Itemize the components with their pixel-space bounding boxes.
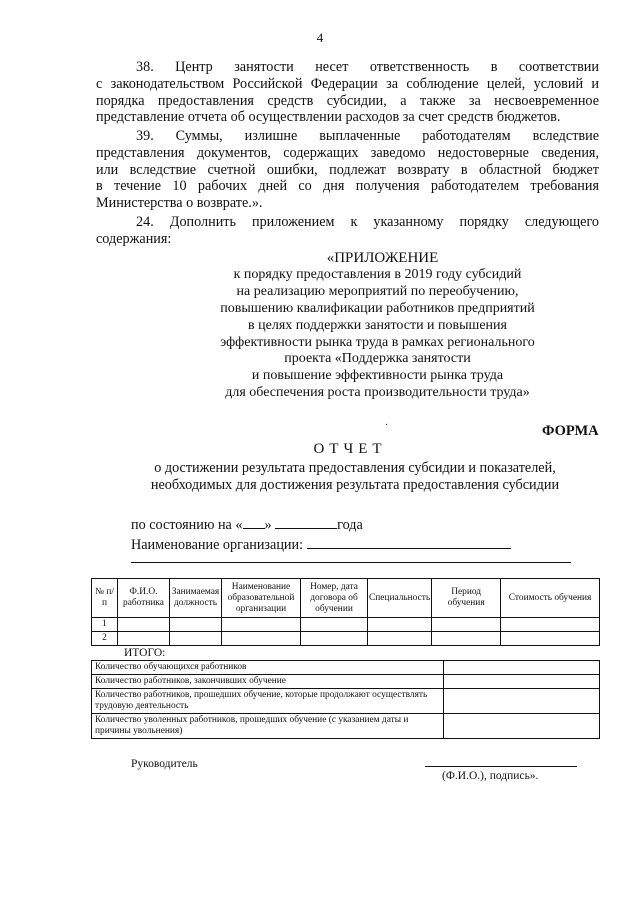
table-cell[interactable]: [432, 632, 501, 646]
paragraph-24: [96, 214, 599, 248]
col-edu-org: Наименование образовательной организации: [222, 579, 301, 618]
org-label: Наименование организации:: [131, 537, 304, 553]
page-number: 4: [316, 30, 324, 45]
col-number: № п/п: [92, 579, 118, 618]
col-contract: Номер, дата договора об обучении: [301, 579, 368, 618]
text-line: с законодательством Российской Федерации за соблюдение целей, условий и: [96, 75, 599, 92]
table-cell[interactable]: [222, 618, 301, 632]
date-mid: »: [264, 517, 272, 533]
table-cell[interactable]: [118, 618, 170, 632]
appendix-line: и повышение эффективности рынка труда: [251, 368, 504, 384]
org-name-field[interactable]: [307, 535, 511, 549]
appendix-line: эффективности рынка труда в рамках регионального: [220, 334, 535, 350]
summary-row: [92, 675, 600, 689]
report-subtitle: [0, 460, 640, 494]
status-block: [131, 515, 511, 555]
col-specialty: Специальность: [368, 579, 432, 618]
summary-row: [92, 714, 600, 739]
summary-table: [91, 660, 600, 739]
summary-label: Количество работников, прошедших обучение, которые продолжают осуществлять трудовую деятельность: [92, 689, 444, 714]
table-cell[interactable]: [501, 618, 600, 632]
table-cell[interactable]: [368, 632, 432, 646]
col-period: Период обучения: [432, 579, 501, 618]
row-number: 1: [92, 618, 118, 632]
summary-label: Количество уволенных работников, прошедших обучение (с указанием даты и причины увольнения): [92, 714, 444, 739]
month-field[interactable]: [275, 515, 337, 529]
appendix-line: на реализацию мероприятий по переобучению,: [236, 283, 519, 299]
table-cell[interactable]: [118, 632, 170, 646]
appendix-line: для обеспечения роста производительности труда»: [225, 385, 530, 401]
col-cost: Стоимость обучения: [501, 579, 600, 618]
text-line: в течение 10 рабочих дней со дня получения работодателем требования: [96, 178, 599, 195]
appendix-heading: [96, 250, 640, 402]
paragraph-38: [96, 59, 599, 126]
appendix-line: в целях поддержки занятости и повышения: [248, 317, 507, 333]
org-continuation-line: [131, 562, 571, 563]
report-subtitle-line: необходимых для достижения результата предоставления субсидии: [150, 477, 560, 493]
date-line: [131, 515, 511, 535]
director-label: Руководитель: [131, 758, 198, 770]
summary-value[interactable]: [444, 675, 600, 689]
text-line: содержания:: [96, 230, 172, 247]
paragraph-39: [96, 128, 599, 212]
signature-caption: (Ф.И.О.), подпись».: [442, 770, 539, 782]
report-title: ОТЧЕТ: [313, 441, 387, 457]
date-suffix: года: [337, 517, 363, 533]
text-line: 24. Дополнить приложением к указанному порядку следующего: [136, 214, 599, 230]
org-line: [131, 535, 511, 555]
table-cell[interactable]: [170, 618, 222, 632]
table-cell[interactable]: [301, 618, 368, 632]
summary-label: Количество работников, закончивших обучение: [92, 675, 444, 689]
summary-row: [92, 689, 600, 714]
text-line: представление отчета об осуществлении расходов за счет средств бюджетов.: [96, 109, 561, 126]
table-row: [92, 632, 600, 646]
report-subtitle-line: о достижении результата предоставления субсидии и показателей,: [154, 460, 556, 476]
col-fio: Ф.И.О. работника: [118, 579, 170, 618]
table-row: [92, 618, 600, 632]
day-field[interactable]: [243, 515, 265, 529]
table-cell[interactable]: [432, 618, 501, 632]
text-line: порядка предоставления средств субсидии, а также за несвоевременное: [96, 92, 599, 109]
text-line: 39. Суммы, излишне выплаченные работодателям вследствие: [136, 128, 599, 144]
signature-line[interactable]: [425, 766, 577, 767]
table-cell[interactable]: [501, 632, 600, 646]
summary-value[interactable]: [444, 661, 600, 675]
forma-label: ФОРМА: [542, 423, 599, 439]
itogo-label: ИТОГО:: [124, 647, 166, 659]
table-header-row: [92, 579, 600, 618]
col-position: Занимаемая должность: [170, 579, 222, 618]
text-line: 38. Центр занятости несет ответственность в соответствии: [136, 59, 599, 75]
row-number: 2: [92, 632, 118, 646]
text-line: представления документов, содержащих заведомо недостоверные сведения,: [96, 144, 599, 161]
text-line: или вследствие счетной ошибки, подлежат возврату в областной бюджет: [96, 161, 599, 178]
table-cell[interactable]: [170, 632, 222, 646]
appendix-line: повышению квалификации работников предприятий: [220, 300, 535, 316]
date-prefix: по состоянию на «: [131, 517, 243, 533]
summary-value[interactable]: [444, 714, 600, 739]
training-table: [91, 578, 600, 646]
stray-dot: ·: [385, 420, 389, 431]
table-cell[interactable]: [368, 618, 432, 632]
summary-row: [92, 661, 600, 675]
appendix-line: проекта «Поддержка занятости: [284, 351, 471, 367]
appendix-line: к порядку предоставления в 2019 году субсидий: [233, 266, 522, 282]
summary-value[interactable]: [444, 689, 600, 714]
table-cell[interactable]: [222, 632, 301, 646]
summary-label: Количество обучающихся работников: [92, 661, 444, 675]
text-line: Министерства о возврате.».: [96, 195, 263, 212]
table-cell[interactable]: [301, 632, 368, 646]
appendix-title: «ПРИЛОЖЕНИЕ: [326, 250, 439, 266]
